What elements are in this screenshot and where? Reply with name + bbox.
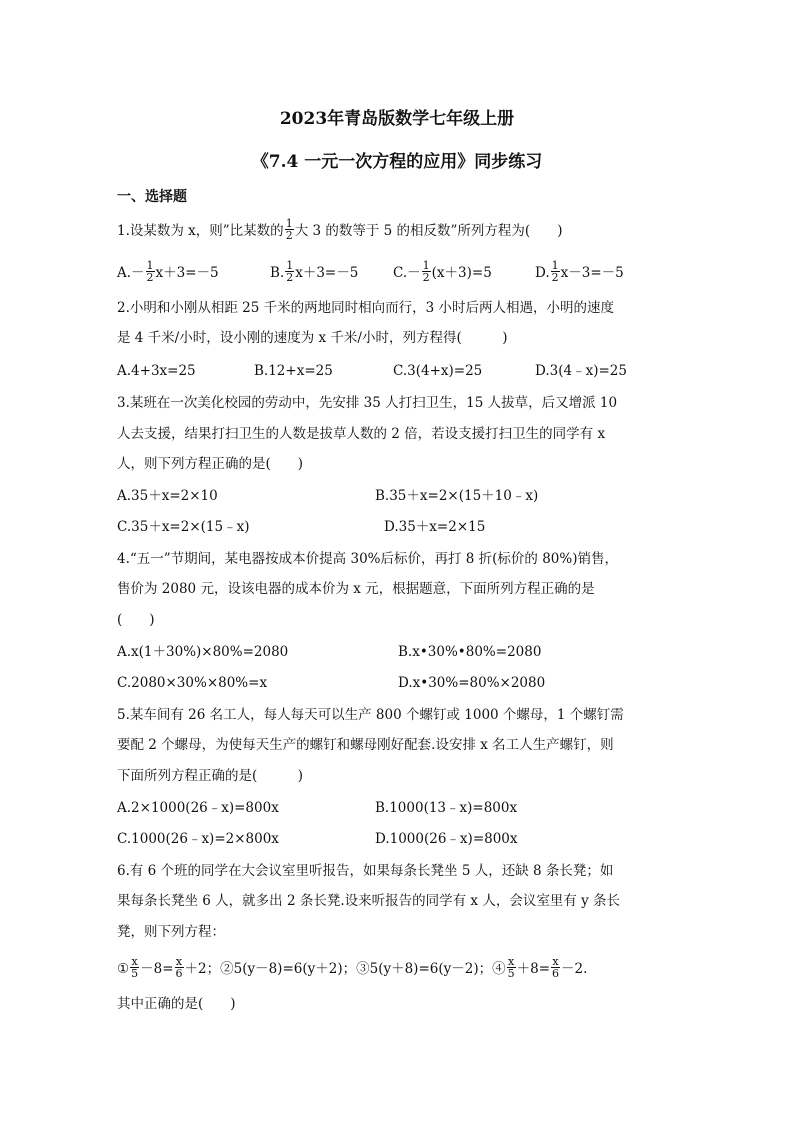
document-subtitle: 《7.4 一元一次方程的应用》同步练习 (251, 152, 543, 172)
q2-option-a: A.4+3x=25 (117, 363, 196, 379)
q4-option-d: D.x•30%=80%×2080 (398, 675, 546, 691)
q5-option-d: D.1000(26﹣x)=800x (375, 831, 518, 847)
q2-option-d: D.3(4﹣x)=25 (535, 363, 627, 379)
q3-option-c: C.35＋x=2×(15﹣x) (117, 519, 250, 535)
q1-stem (117, 217, 563, 243)
q4-option-c: C.2080×30%×80%=x (117, 675, 268, 691)
q5-option-c: C.1000(26﹣x)=2×800x (117, 831, 279, 847)
q5-line-1: 5.某车间有 26 名工人，每人每天可以生产 800 个螺钉或 1000 个螺母，1 个螺钉需 (117, 707, 624, 723)
q2-option-b: B.12+x=25 (254, 363, 333, 379)
q1-option-a: A.－ $\frac{1}{2}$ x＋3=－5 (117, 259, 219, 284)
q5-line-3: 下面所列方程正确的是( ) (117, 768, 304, 784)
q3-option-d: D.35＋x=2×15 (384, 519, 486, 535)
section-heading: 一、选择题 (117, 189, 187, 205)
q1-option-d: D. $\frac{1}{2}$ x－3=－5 (535, 259, 624, 284)
q4-option-b: B.x•30%•80%=2080 (398, 644, 542, 660)
q3-option-b: B.35＋x=2×(15＋10﹣x) (375, 488, 539, 504)
q3-option-a: A.35＋x=2×10 (117, 488, 218, 504)
q3-line-3: 人，则下列方程正确的是( ) (117, 456, 304, 472)
q1-text-a: 1.设某数为 x，则”比某数的 (117, 223, 284, 239)
q4-line-3: ( ) (117, 612, 155, 628)
q4-option-a: A.x(1＋30%)×80%=2080 (117, 644, 289, 660)
q6-equations: ① $\frac{x}{5}$ －8= $\frac{x}{6}$ ＋2；②5(y－8)=6(y＋2)；③5(y＋8)=6(y－2)；④ $\frac{x}{5}$ ＋8= $\frac{x}{6}$ －2. (117, 955, 588, 980)
q3-line-1: 3.某班在一次美化校园的劳动中，先安排 35 人打扫卫生，15 人拔草，后又增派 10 (117, 395, 618, 411)
q2-option-c: C.3(4+x)=25 (393, 363, 483, 379)
q5-option-b: B.1000(13﹣x)=800x (375, 800, 518, 816)
q5-line-2: 要配 2 个螺母，为使每天生产的螺钉和螺母刚好配套.设安排 x 名工人生产螺钉，则 (117, 737, 614, 753)
q1-fraction: $\frac{1}{2}$ (285, 217, 293, 242)
q4-line-1: 4.“五一”节期间，某电器按成本价提高 30%后标价，再打 8 折(标价的 80%)销售， (117, 551, 618, 567)
q6-line-5: 其中正确的是( ) (117, 996, 236, 1012)
q5-option-a: A.2×1000(26﹣x)=800x (117, 800, 279, 816)
q1-option-b: B. $\frac{1}{2}$ x＋3=－5 (270, 259, 359, 284)
q6-line-1: 6.有 6 个班的同学在大会议室里听报告，如果每条长凳坐 5 人，还缺 8 条长凳；如 (117, 863, 614, 879)
q2-line-2: 是 4 千米/小时，设小刚的速度为 x 千米/小时，列方程得( ) (117, 330, 508, 346)
document-title: 2023年青岛版数学七年级上册 (279, 109, 515, 129)
q4-line-2: 售价为 2080 元，设该电器的成本价为 x 元，根据题意，下面所列方程正确的是 (117, 581, 595, 597)
q3-line-2: 人去支援，结果打扫卫生的人数是拔草人数的 2 倍，若设支援打扫卫生的同学有 x (117, 426, 606, 442)
q1-option-c: C.－ $\frac{1}{2}$ (x＋3)=5 (393, 259, 492, 284)
q1-text-b: 大 3 的数等于 5 的相反数”所列方程为( ) (294, 223, 563, 239)
q2-line-1: 2.小明和小刚从相距 25 千米的两地同时相向而行，3 小时后两人相遇，小明的速度 (117, 300, 615, 316)
q6-line-2: 果每条长凳坐 6 人，就多出 2 条长凳.设来听报告的同学有 x 人，会议室里有 y 条长 (117, 893, 621, 909)
q6-line-3: 凳，则下列方程： (117, 924, 225, 940)
